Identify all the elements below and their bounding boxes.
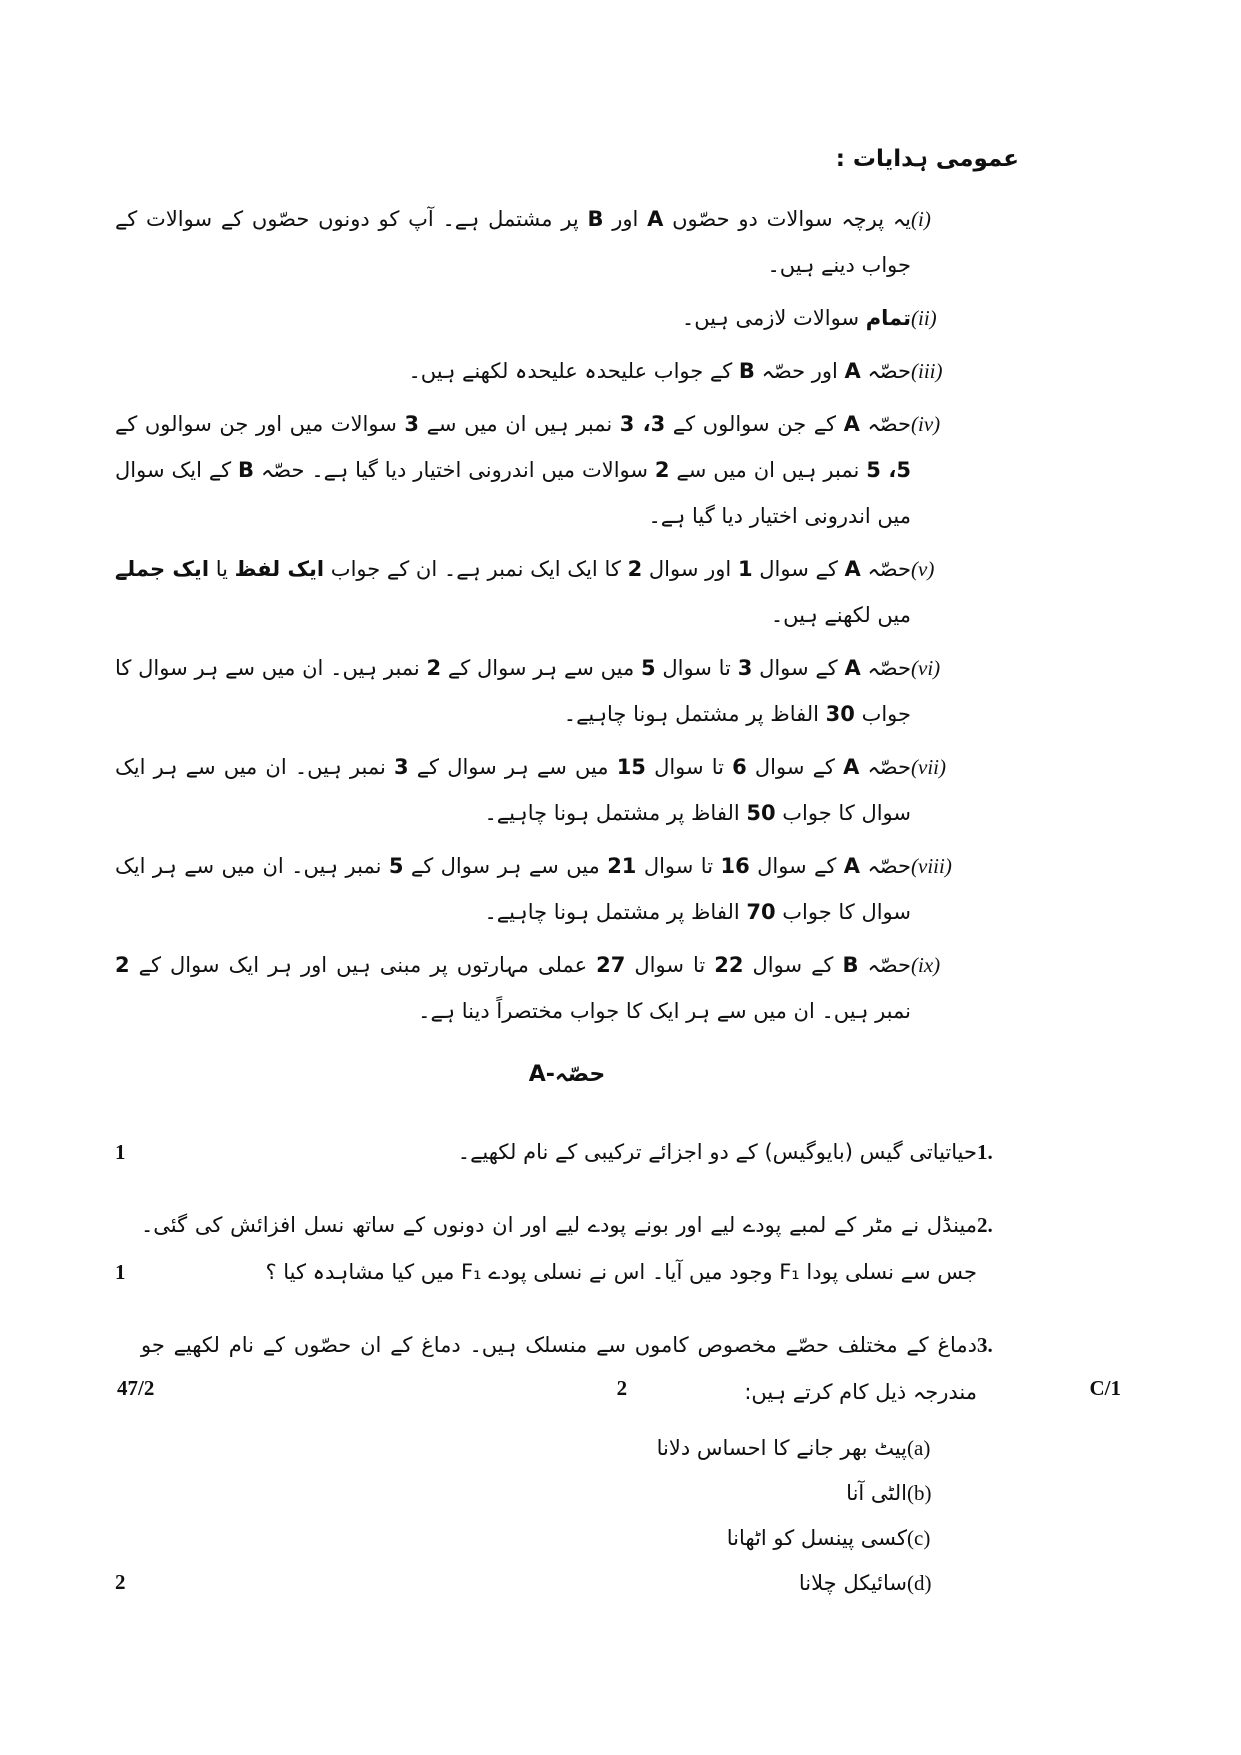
instruction-number: (viii) xyxy=(911,854,952,878)
instruction-text: حصّہ B کے سوال 22 تا سوال 27 عملی مہارتوں پر مبنی ہیں اور ہر ایک سوال کے 2 نمبر ہیں۔ ان میں سے ہر ایک کا جواب مختصراً دینا ہے۔ xyxy=(115,953,911,1023)
question-text: حیاتیاتی گیس (بایوگیس) کے دو اجزائے ترکیبی کے نام لکھیے۔ xyxy=(457,1140,977,1164)
instruction-item xyxy=(115,401,1019,539)
questions-list xyxy=(115,1129,1019,1606)
question-number: 1. xyxy=(977,1140,993,1164)
question-subparts xyxy=(141,1426,977,1606)
subpart-text: سائیکل چلانا xyxy=(798,1571,907,1595)
instruction-text: یہ پرچہ سوالات دو حصّوں A اور B پر مشتمل ہے۔ آپ کو دونوں حصّوں کے سوالات کے جواب دینے ہیں۔ xyxy=(115,207,911,277)
subpart-text: کسی پینسل کو اٹھانا xyxy=(726,1526,907,1550)
subpart-item xyxy=(141,1516,977,1561)
instruction-number: (iii) xyxy=(911,359,943,383)
instruction-item xyxy=(115,744,1019,836)
instruction-number: (i) xyxy=(911,207,931,231)
instruction-item xyxy=(115,295,1019,341)
page-footer xyxy=(0,1376,1241,1401)
instruction-item xyxy=(115,546,1019,638)
subpart-label: (c) xyxy=(907,1526,931,1550)
instruction-text: حصّہ A کے سوال 3 تا سوال 5 میں سے ہر سوال کے 2 نمبر ہیں۔ ان میں سے ہر سوال کا جواب 30 الفاظ پر مشتمل ہونا چاہیے۔ xyxy=(115,656,911,726)
instruction-number: (vi) xyxy=(911,656,941,680)
subpart-label: (b) xyxy=(907,1481,932,1505)
footer-paper-code: 47/2 xyxy=(117,1376,155,1400)
question-item xyxy=(115,1322,1019,1606)
instruction-item xyxy=(115,196,1019,288)
question-body xyxy=(141,1202,977,1296)
instruction-text: حصّہ A کے سوال 6 تا سوال 15 میں سے ہر سوال کے 3 نمبر ہیں۔ ان میں سے ہر ایک سوال کا جواب 50 الفاظ پر مشتمل ہونا چاہیے۔ xyxy=(115,755,911,825)
question-marks: 1 xyxy=(115,1140,126,1164)
instruction-text: حصّہ A کے سوال 1 اور سوال 2 کا ایک ایک نمبر ہے۔ ان کے جواب ایک لفظ یا ایک جملے میں لکھنے ہیں۔ xyxy=(115,557,911,627)
question-body xyxy=(141,1129,977,1176)
instruction-item xyxy=(115,348,1019,394)
subpart-label: (a) xyxy=(907,1436,931,1460)
subpart-text: پیٹ بھر جانے کا احساس دلانا xyxy=(656,1436,907,1460)
instruction-item xyxy=(115,843,1019,935)
question-item xyxy=(115,1129,1019,1176)
subpart-text: الٹی آنا xyxy=(846,1481,907,1505)
subpart-item xyxy=(141,1426,977,1471)
footer-page-number: 2 xyxy=(616,1376,628,1400)
subpart-item xyxy=(141,1471,977,1516)
instruction-number: (vii) xyxy=(911,755,946,779)
instruction-number: (iv) xyxy=(911,412,941,436)
question-number: 3. xyxy=(977,1333,993,1357)
question-text: دماغ کے مختلف حصّے مخصوص کاموں سے منسلک ہیں۔ دماغ کے ان حصّوں کے نام لکھیے جو مندرجہ ذیل کام کرتے ہیں: xyxy=(141,1333,977,1404)
subpart-label: (d) xyxy=(907,1571,932,1595)
section-a-heading: حصّہ-A xyxy=(528,1062,606,1087)
instruction-text: حصّہ A اور حصّہ B کے جواب علیحدہ علیحدہ لکھنے ہیں۔ xyxy=(408,359,911,383)
question-body xyxy=(141,1322,977,1606)
question-number: 2. xyxy=(977,1213,993,1237)
question-item xyxy=(115,1202,1019,1296)
general-instructions-heading: عمومی ہدایات : xyxy=(835,146,1019,172)
instruction-number: (ii) xyxy=(911,306,937,330)
instruction-number: (v) xyxy=(911,557,935,581)
instruction-text: حصّہ A کے سوال 16 تا سوال 21 میں سے ہر سوال کے 5 نمبر ہیں۔ ان میں سے ہر ایک سوال کا جواب 70 الفاظ پر مشتمل ہونا چاہیے۔ xyxy=(115,854,911,924)
instruction-number: (ix) xyxy=(911,953,941,977)
instructions-list xyxy=(115,196,1019,1034)
question-marks: 1 xyxy=(115,1260,126,1284)
question-text: مینڈل نے مٹر کے لمبے پودے لیے اور بونے پودے لیے اور ان دونوں کے ساتھ نسل افزائش کی گئی۔ جس سے نسلی پودا F₁ وجود میں آیا۔ اس نے نسلی پودے F₁ میں کیا مشاہدہ کیا ؟ xyxy=(141,1213,977,1284)
footer-set-code: C/1 xyxy=(1089,1376,1121,1400)
instruction-item xyxy=(115,645,1019,737)
question-marks: 2 xyxy=(115,1570,126,1594)
instruction-item xyxy=(115,942,1019,1034)
subpart-item xyxy=(141,1561,977,1606)
instruction-text: تمام سوالات لازمی ہیں۔ xyxy=(681,306,911,330)
instruction-text: حصّہ A کے جن سوالوں کے 3، 3 نمبر ہیں ان میں سے 3 سوالات میں اور جن سوالوں کے 5، 5 نمبر ہیں ان میں سے 2 سوالات میں اندرونی اختیار دیا گیا ہے۔ حصّہ B کے ایک سوال میں اندرونی اختیار دیا گیا ہے۔ xyxy=(115,412,911,528)
